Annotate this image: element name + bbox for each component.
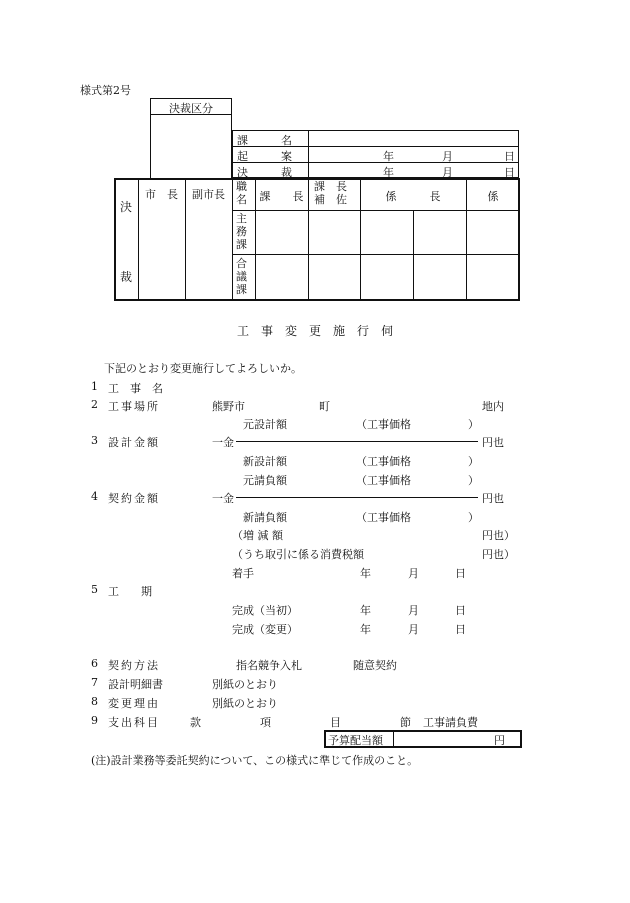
item-2-city: 熊野市 (212, 400, 245, 413)
designated-bid-option: 指名競争入札 (236, 659, 302, 672)
item-4-number: 4 (91, 490, 98, 503)
grid-col-5 (308, 178, 309, 301)
staff-label: 係 (487, 190, 499, 203)
increase-enya: 円也） (482, 529, 515, 542)
item-4-label: 契約金額 (108, 492, 160, 505)
decided-month: 月 (442, 166, 453, 179)
item-8-value: 別紙のとおり (212, 697, 278, 710)
start-year: 年 (360, 567, 371, 580)
complete-changed-month: 月 (408, 623, 419, 636)
increase-label: （増 減 額 (232, 529, 283, 542)
orig-design-price-close: ） (468, 418, 479, 431)
decided-year: 年 (383, 166, 394, 179)
complete-changed-label: 完成（変更） (232, 623, 298, 636)
item-3-number: 3 (91, 434, 98, 447)
item-9-expense: 工事請負費 (423, 716, 478, 729)
orig-design-price-open: （工事価格 (356, 418, 411, 431)
assistant-chief-label: 課 長補 佐 (314, 180, 347, 206)
form-number: 様式第2号 (80, 84, 131, 97)
section-chief-label: 課 長 (259, 190, 304, 203)
item-1-label: 工 事 名 (108, 382, 163, 395)
complete-changed-year: 年 (360, 623, 371, 636)
item-2-label: 工事場所 (108, 400, 160, 413)
item-5-number: 5 (91, 583, 98, 596)
item-3-amount-line (236, 441, 478, 442)
complete-initial-day: 日 (455, 604, 466, 617)
budget-box-divider (393, 730, 394, 748)
grid-row-1 (232, 210, 520, 211)
decided-day: 日 (504, 166, 515, 179)
orig-contract-price-open: （工事価格 (356, 474, 411, 487)
item-7-value: 別紙のとおり (212, 678, 278, 691)
orig-contract-price-close: ） (468, 474, 479, 487)
mayor-label: 市 長 (145, 188, 178, 201)
new-contract-price-close: ） (468, 511, 479, 524)
item-9-setsu: 節 (400, 716, 411, 729)
decision-category-label: 決裁区分 (169, 102, 213, 115)
new-contract-price-open: （工事価格 (356, 511, 411, 524)
complete-initial-label: 完成（当初） (232, 604, 298, 617)
start-day: 日 (455, 567, 466, 580)
item-9-moku: 目 (330, 716, 341, 729)
drafted-year: 年 (383, 150, 394, 163)
item-2-lot: 地内 (482, 400, 504, 413)
item-5-label: 工 期 (108, 585, 152, 598)
header-label-divider (308, 130, 309, 178)
drafted-day: 日 (504, 150, 515, 163)
deputy-mayor-label: 副市長 (192, 188, 225, 201)
decided-label: 決 裁 (237, 166, 292, 179)
item-8-label: 変更理由 (108, 697, 160, 710)
orig-contract-label: 元請負額 (243, 474, 287, 487)
item-1-number: 1 (91, 380, 98, 393)
start-month: 月 (408, 567, 419, 580)
new-contract-label: 新請負額 (243, 511, 287, 524)
tax-enya: 円也） (482, 548, 515, 561)
item-4-amount-line (236, 497, 478, 498)
start-label: 着手 (232, 567, 254, 580)
budget-yen: 円 (494, 734, 505, 747)
orig-design-label: 元設計額 (243, 418, 287, 431)
intro-text: 下記のとおり変更施行してよろしいか。 (104, 362, 302, 375)
item-7-label: 設計明細書 (108, 678, 163, 691)
item-3-label: 設計金額 (108, 436, 160, 449)
grid-col-7 (413, 210, 414, 301)
complete-initial-month: 月 (408, 604, 419, 617)
item-9-number: 9 (91, 714, 98, 727)
item-6-number: 6 (91, 657, 98, 670)
grid-row-2 (232, 254, 520, 255)
item-7-number: 7 (91, 676, 98, 689)
drafted-month: 月 (442, 150, 453, 163)
item-9-label: 支出科目 (108, 716, 160, 729)
complete-changed-day: 日 (455, 623, 466, 636)
grid-col-3 (232, 178, 233, 301)
negotiated-option: 随意契約 (353, 659, 397, 672)
document-title: 工 事 変 更 施 行 伺 (236, 324, 393, 338)
new-design-price-close: ） (468, 455, 479, 468)
approval-left-bottom: 裁 (120, 270, 133, 284)
consult-section-label: 合議課 (236, 257, 247, 296)
item-9-kan: 款 (190, 716, 201, 729)
item-6-label: 契約方法 (108, 659, 160, 672)
item-2-town: 町 (319, 400, 330, 413)
tax-label: （うち取引に係る消費税額 (232, 548, 364, 561)
item-3-ichikin: 一金 (212, 436, 234, 449)
item-9-kou: 項 (260, 716, 271, 729)
item-3-enya: 円也 (482, 436, 504, 449)
approval-left-top: 決 (120, 200, 133, 214)
item-8-number: 8 (91, 695, 98, 708)
position-title-label: 職名 (236, 180, 247, 206)
item-2-number: 2 (91, 398, 98, 411)
footnote: (注)設計業務等委託契約について、この様式に準じて作成のこと。 (91, 754, 419, 767)
new-design-label: 新設計額 (243, 455, 287, 468)
budget-label: 予算配当額 (328, 734, 383, 747)
subsection-chief-label: 係 長 (385, 190, 441, 203)
item-4-enya: 円也 (482, 492, 504, 505)
drafted-label: 起 案 (237, 150, 292, 163)
complete-initial-year: 年 (360, 604, 371, 617)
item-4-ichikin: 一金 (212, 492, 234, 505)
section-name-label: 課 名 (237, 134, 292, 147)
new-design-price-open: （工事価格 (356, 455, 411, 468)
main-section-label: 主務課 (236, 212, 247, 251)
